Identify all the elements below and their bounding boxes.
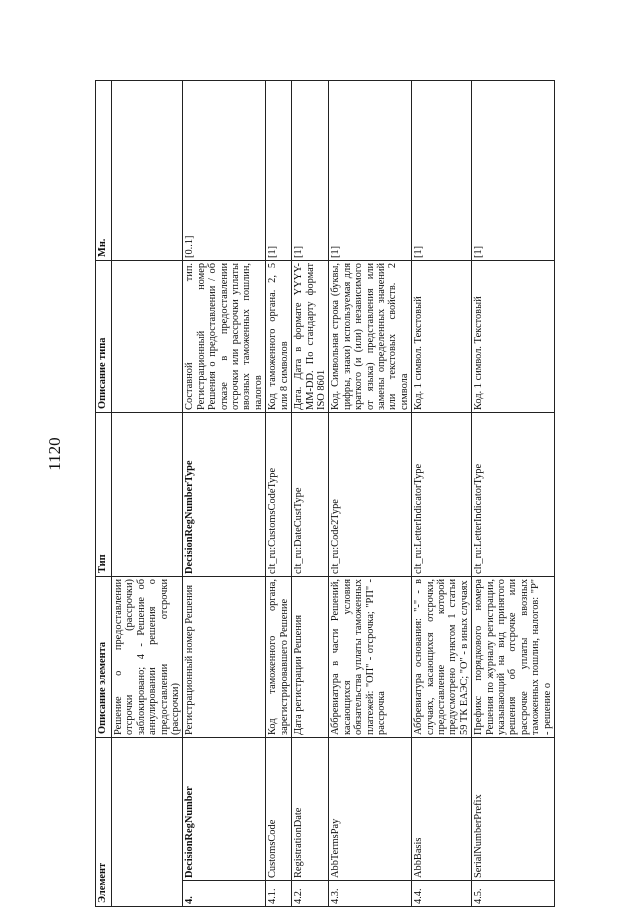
cell-mult: [1] [292, 80, 329, 260]
cell-type [112, 412, 183, 576]
cell-type: clt_ru:LetterIndicatorType [412, 412, 472, 576]
cell-mult: [0..1] [183, 80, 266, 260]
table-row [412, 80, 472, 906]
table-row [472, 80, 555, 906]
cell-type: clt_ru:Code2Type [329, 412, 412, 576]
cell-name: AbbBasis [412, 737, 472, 880]
schema-table [95, 80, 555, 907]
cell-type-desc: Код. 1 символ. Текстовый [412, 260, 472, 412]
cell-desc: Аббревиатура в части Решений, касающихся условия обязательства уплаты таможенных платежей: "ОП" - отсрочка; "РП" - рассрочка [329, 576, 412, 737]
cell-mult: [1] [266, 80, 292, 260]
table-row [183, 80, 266, 906]
header-row [96, 80, 112, 906]
cell-type: DecisionRegNumberType [183, 412, 266, 576]
table-row [329, 80, 412, 906]
cell-type-desc [112, 260, 183, 412]
table-row [266, 80, 292, 906]
cell-num: 4.4. [412, 881, 472, 907]
cell-type-desc: Дата. Дата в формате YYYY-MM-DD. По стандарту формат ISO 8601 [292, 260, 329, 412]
table-row [112, 80, 183, 906]
cell-name: DecisionRegNumber [183, 737, 266, 880]
cell-mult: [1] [329, 80, 412, 260]
cell-num: 4.5. [472, 881, 555, 907]
cell-desc: Решение о предоставлении отсрочки (рассрочки) заблокировано; 4 - Решение об аннулировании решения о предоставлении отсрочки (рассрочки) [112, 576, 183, 737]
header-mult: Мн. [96, 80, 112, 260]
cell-type-desc: Составной тип. Регистрационный номер Решения о предоставлении / об отказе в предоставлении отсрочки или рассрочки уплаты ввозных таможенных пошлин, налогов [183, 260, 266, 412]
cell-name: SerialNumberPrefix [472, 737, 555, 880]
cell-desc: Регистрационный номер Решения [183, 576, 266, 737]
header-type-desc: Описание типа [96, 260, 112, 412]
cell-desc: Дата регистрации Решения [292, 576, 329, 737]
cell-type-desc: Код. 1 символ. Текстовый [472, 260, 555, 412]
cell-name: CustomsCode [266, 737, 292, 880]
cell-type: clt_ru:DateCustType [292, 412, 329, 576]
cell-num: 4.1. [266, 881, 292, 907]
rotated-table-container [95, 81, 595, 907]
cell-name: AbbTermsPay [329, 737, 412, 880]
cell-desc: Префикс порядкового номера Решения по журналу регистрации, указывающий на вид принятого решения об отсрочке или рассрочке уплаты ввозных таможенных пошлин, налогов: "Р" - решение о [472, 576, 555, 737]
cell-num: 4.2. [292, 881, 329, 907]
cell-mult: [1] [472, 80, 555, 260]
cell-desc: Аббревиатура основания: "-" - в случаях, касающихся отсрочки, предоставление которой предусмотрено пунктом 1 статьи 59 ТК ЕАЭС; "О" - в иных случаях [412, 576, 472, 737]
cell-desc: Код таможенного органа, зарегистрировавшего Решение [266, 576, 292, 737]
cell-num: 4.3. [329, 881, 412, 907]
header-element: Элемент [96, 737, 112, 906]
cell-mult: [1] [412, 80, 472, 260]
page-number: 1120 [45, 437, 64, 471]
header-type: Тип [96, 412, 112, 576]
cell-type: clt_ru:LetterIndicatorType [472, 412, 555, 576]
cell-mult [112, 80, 183, 260]
cell-num: 4. [183, 881, 266, 907]
cell-type-desc: Код таможенного органа. 2, 5 или 8 символов [266, 260, 292, 412]
cell-name [112, 737, 183, 906]
table-row [292, 80, 329, 906]
header-element-desc: Описание элемента [96, 576, 112, 737]
cell-type: clt_ru:CustomsCodeType [266, 412, 292, 576]
cell-type-desc: Код. Символьная строка (буквы, цифры, знаки) используемая для краткого (и (или) независимого от языка) представления или замены определенных значений или текстовых свойств. 2 символа [329, 260, 412, 412]
cell-name: RegistrationDate [292, 737, 329, 880]
